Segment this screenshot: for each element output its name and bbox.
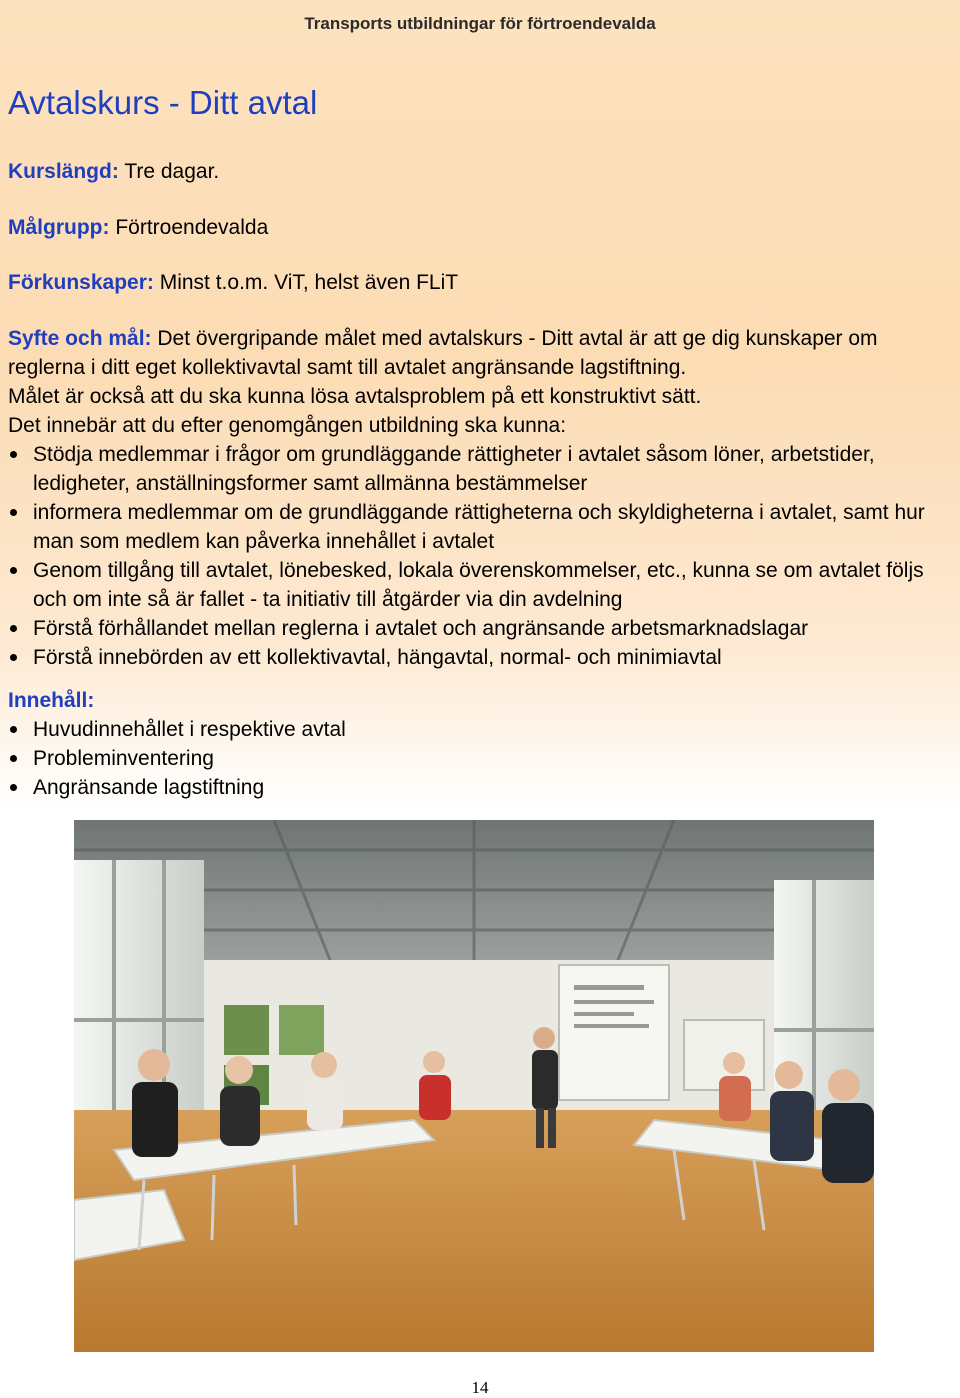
purpose-bullet-item: Förstå förhållandet mellan reglerna i avtalet och angränsande arbetsmarknadslagar (8, 614, 953, 643)
course-length-line (8, 160, 219, 184)
content-bullet-item: Huvudinnehållet i respektive avtal (8, 715, 953, 744)
content-label: Innehåll: (8, 689, 95, 712)
purpose-paragraph (8, 324, 953, 382)
purpose-bullet-item: Genom tillgång till avtalet, lönebesked, lokala överenskommelser, etc., kunna se om avtalet följs och om inte så är fallet - ta initiativ till åtgärder via din avdelning (8, 556, 953, 614)
purpose-bullet-item: Stödja medlemmar i frågor om grundläggande rättigheter i avtalet såsom löner, arbetstider, ledigheter, anställningsformer samt allmänna bestämmelser (8, 440, 953, 498)
content-bullet-item: Angränsande lagstiftning (8, 773, 953, 802)
purpose-bullet-list (8, 440, 953, 672)
target-group-value: Förtroendevalda (115, 216, 269, 239)
content-bullet-item: Probleminventering (8, 744, 953, 773)
content-section (8, 686, 953, 802)
target-group-label: Målgrupp: (8, 216, 110, 239)
course-length-value: Tre dagar. (124, 160, 220, 183)
purpose-label: Syfte och mål: (8, 327, 152, 350)
purpose-intro-line: Det innebär att du efter genomgången utbildning ska kunna: (8, 414, 567, 437)
classroom-photo (74, 820, 874, 1352)
prerequisites-line (8, 271, 458, 295)
running-header: Transports utbildningar för förtroendevalda (304, 14, 656, 33)
prerequisites-value: Minst t.o.m. ViT, helst även FLiT (159, 271, 459, 294)
content-bullet-list (8, 715, 953, 802)
purpose-text: Det övergripande målet med avtalskurs - Ditt avtal är att ge dig kunskaper om reglerna i ditt eget kollektivavtal samt till avtalet angränsande lagstiftning. (8, 327, 878, 379)
purpose-bullet-item: informera medlemmar om de grundläggande rättigheterna och skyldigheterna i avtalet, samt hur man som medlem kan påverka innehållet i avtalet (8, 498, 953, 556)
prerequisites-label: Förkunskaper: (8, 271, 154, 294)
course-title: Avtalskurs - Ditt avtal (8, 84, 318, 121)
purpose-section (8, 324, 953, 672)
page-number: 14 (471, 1378, 489, 1397)
purpose-bullet-item: Förstå innebörden av ett kollektivavtal, hängavtal, normal- och minimiavtal (8, 643, 953, 672)
course-length-label: Kurslängd: (8, 160, 119, 183)
target-group-line (8, 216, 268, 240)
purpose-goal-line: Målet är också att du ska kunna lösa avtalsproblem på ett konstruktivt sätt. (8, 385, 702, 408)
